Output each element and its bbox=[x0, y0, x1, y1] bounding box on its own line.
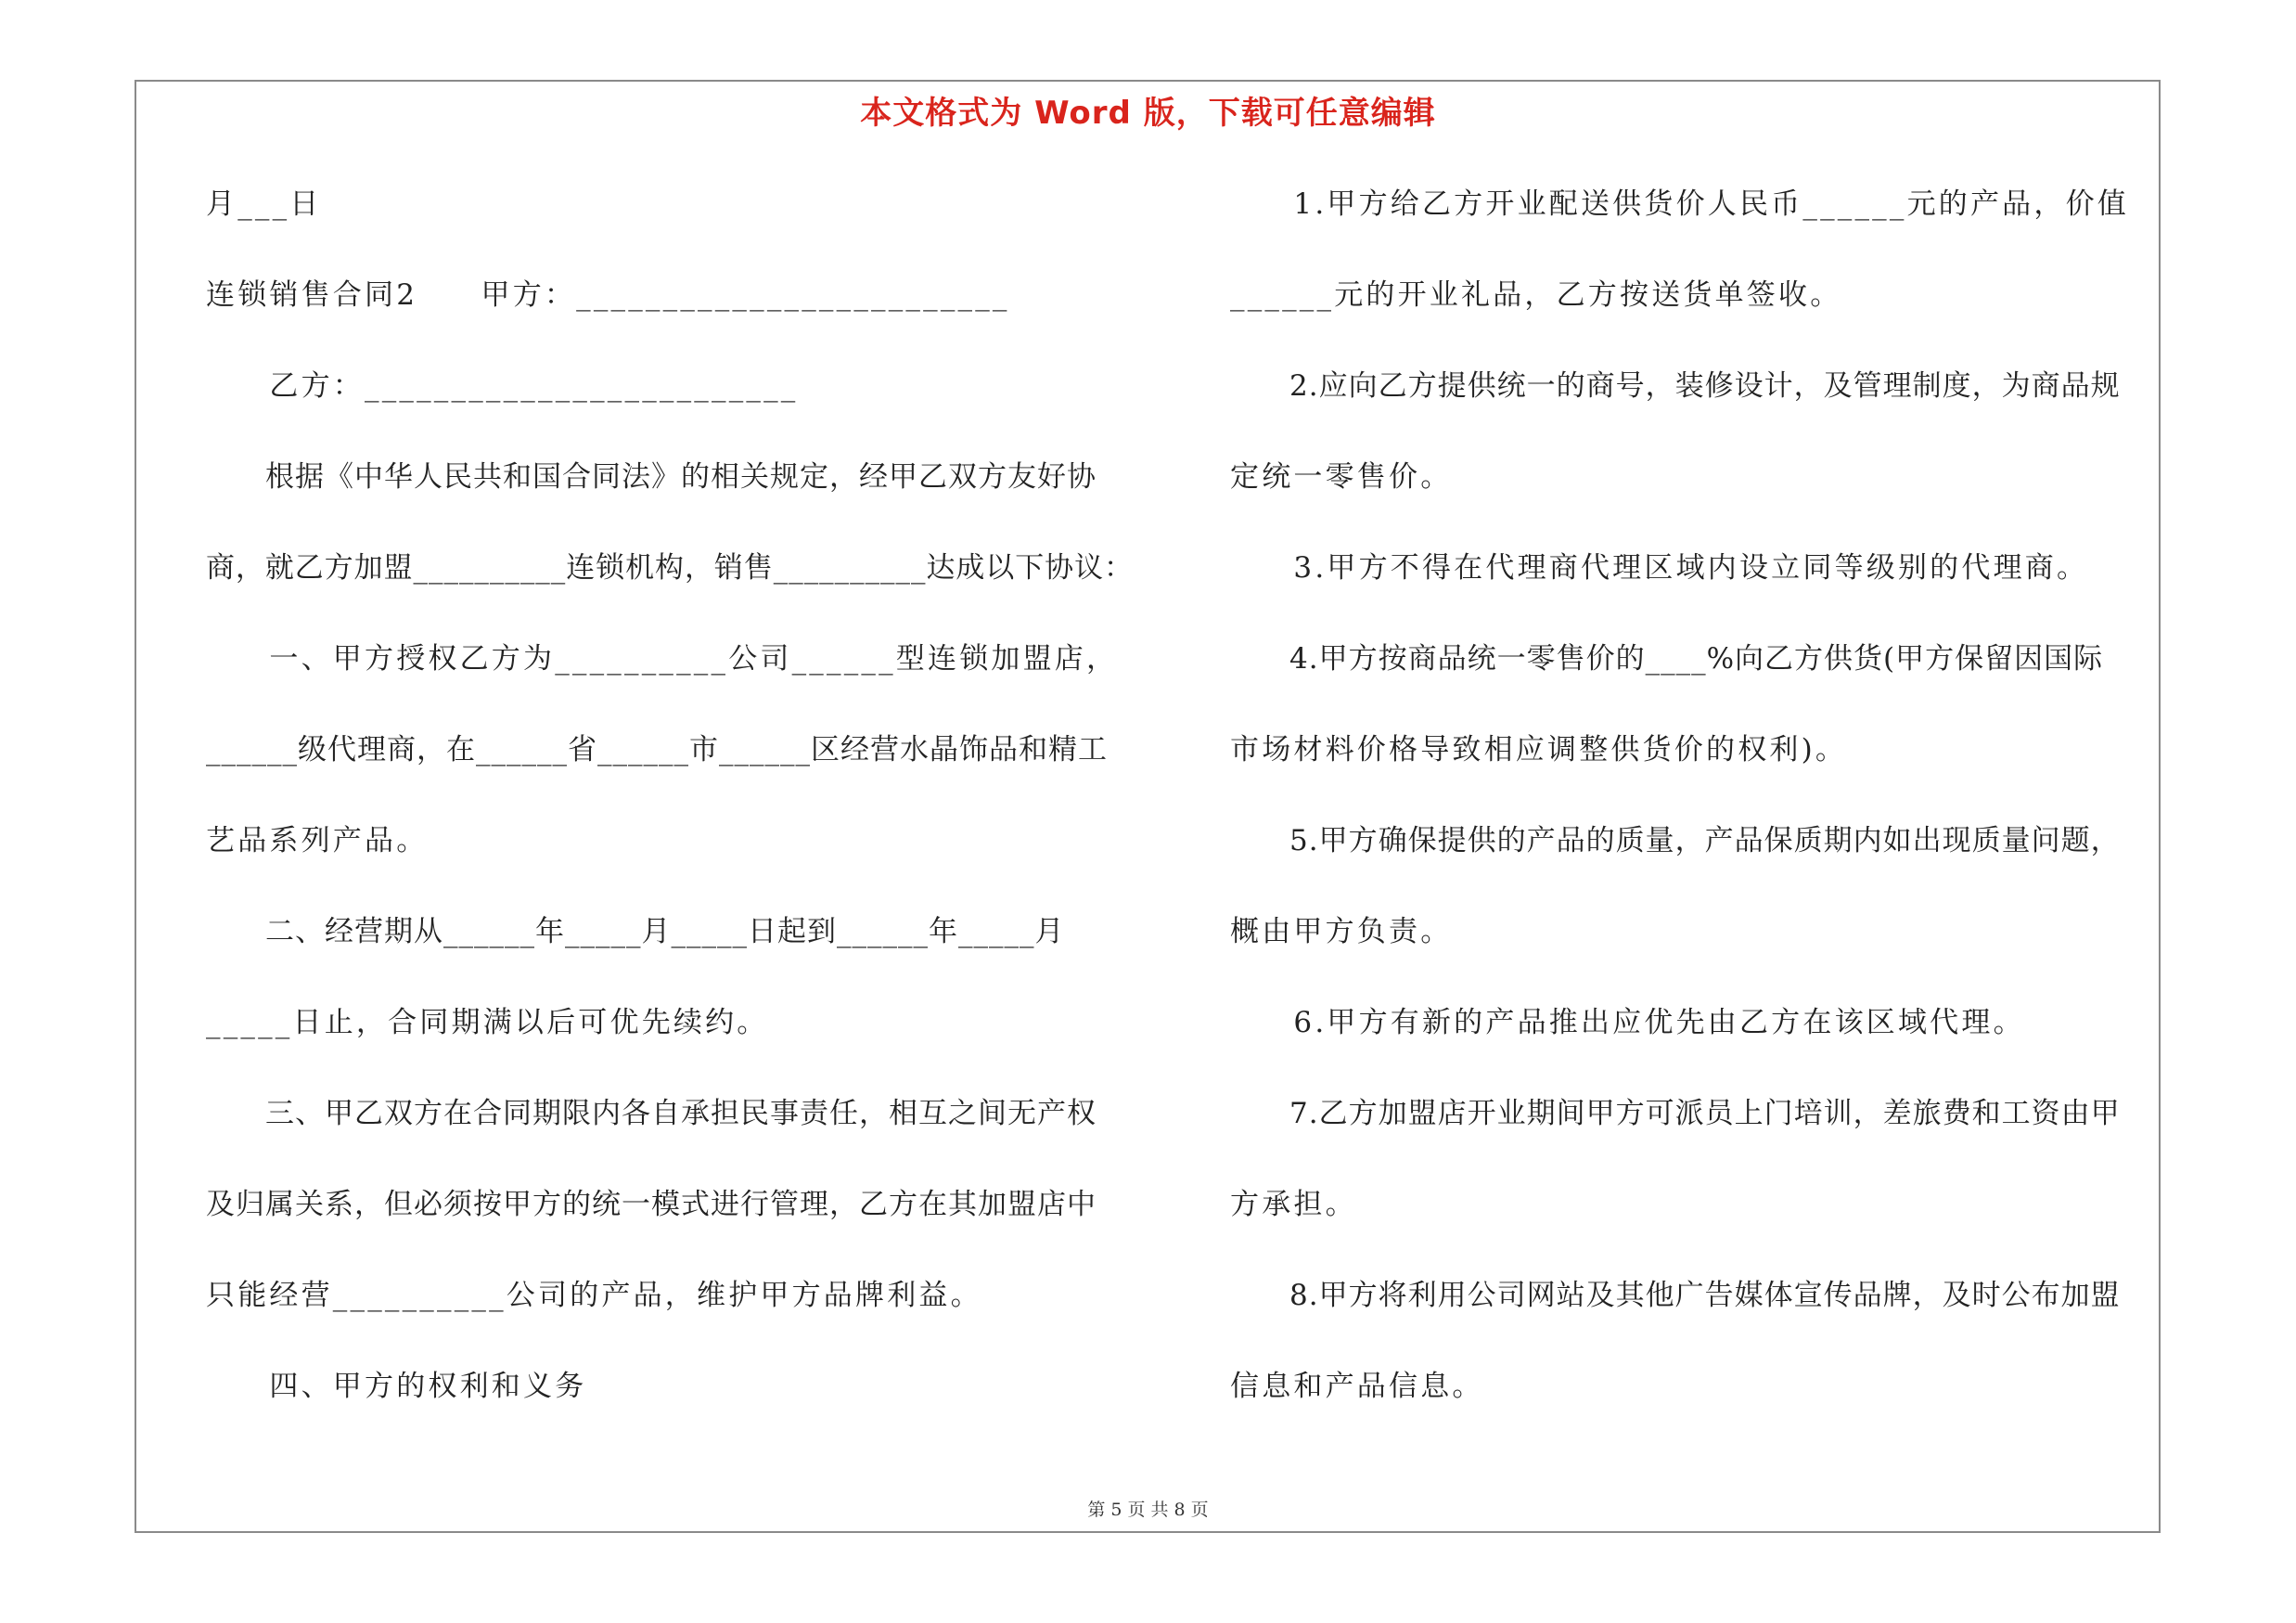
text-line: 8.甲方将利用公司网站及其他广告媒体宣传品牌，及时公布加盟 bbox=[1230, 1279, 2121, 1312]
page-number: 第 5 页 共 8 页 bbox=[1087, 1500, 1209, 1520]
text-line: 四、甲方的权利和义务 bbox=[206, 1370, 587, 1403]
text-line: 1.甲方给乙方开业配送供货价人民币______元的产品，价值 bbox=[1230, 187, 2129, 221]
text-line: 概由甲方负责。 bbox=[1230, 915, 1453, 948]
text-line: ______元的开业礼品，乙方按送货单签收。 bbox=[1230, 278, 1842, 312]
text-line: 二、经营期从______年_____月_____日起到______年_____月 bbox=[206, 915, 1065, 948]
text-line: 3.甲方不得在代理商代理区域内设立同等级别的代理商。 bbox=[1230, 551, 2089, 585]
text-line: 2.应向乙方提供统一的商号，装修设计，及管理制度，为商品规 bbox=[1230, 369, 2121, 403]
text-line: 及归属关系，但必须按甲方的统一模式进行管理，乙方在其加盟店中 bbox=[206, 1188, 1097, 1221]
text-line: 连锁销售合同2 甲方：_________________________ bbox=[206, 278, 1010, 312]
text-line: 只能经营__________公司的产品，维护甲方品牌利益。 bbox=[206, 1279, 982, 1312]
text-line: 信息和产品信息。 bbox=[1230, 1370, 1484, 1403]
text-line: _____日止，合同期满以后可优先续约。 bbox=[206, 1006, 769, 1039]
format-notice-banner: 本文格式为 Word 版，下载可任意编辑 bbox=[860, 95, 1436, 132]
text-line: 方承担。 bbox=[1230, 1188, 1357, 1221]
text-line: 定统一零售价。 bbox=[1230, 460, 1453, 494]
text-line: ______级代理商，在______省______市______区经营水晶饰品和精工 bbox=[206, 733, 1108, 766]
text-line: 乙方：_________________________ bbox=[206, 369, 799, 403]
text-line: 月___日 bbox=[206, 187, 322, 221]
text-line: 7.乙方加盟店开业期间甲方可派员上门培训，差旅费和工资由甲 bbox=[1230, 1097, 2121, 1130]
text-line: 商，就乙方加盟__________连锁机构，销售__________达成以下协议： bbox=[206, 551, 1134, 585]
text-line: 艺品系列产品。 bbox=[206, 824, 429, 857]
text-line: 4.甲方按商品统一零售价的____%向乙方供货(甲方保留因国际 bbox=[1230, 642, 2104, 676]
text-line: 一、甲方授权乙方为__________公司______型连锁加盟店， bbox=[206, 642, 1119, 676]
text-line: 根据《中华人民共和国合同法》的相关规定，经甲乙双方友好协 bbox=[206, 460, 1097, 494]
text-line: 三、甲乙双方在合同期限内各自承担民事责任，相互之间无产权 bbox=[206, 1097, 1097, 1130]
text-line: 市场材料价格导致相应调整供货价的权利)。 bbox=[1230, 733, 1848, 766]
text-line: 5.甲方确保提供的产品的质量，产品保质期内如出现质量问题， bbox=[1230, 824, 2121, 857]
text-line: 6.甲方有新的产品推出应优先由乙方在该区域代理。 bbox=[1230, 1006, 2025, 1039]
